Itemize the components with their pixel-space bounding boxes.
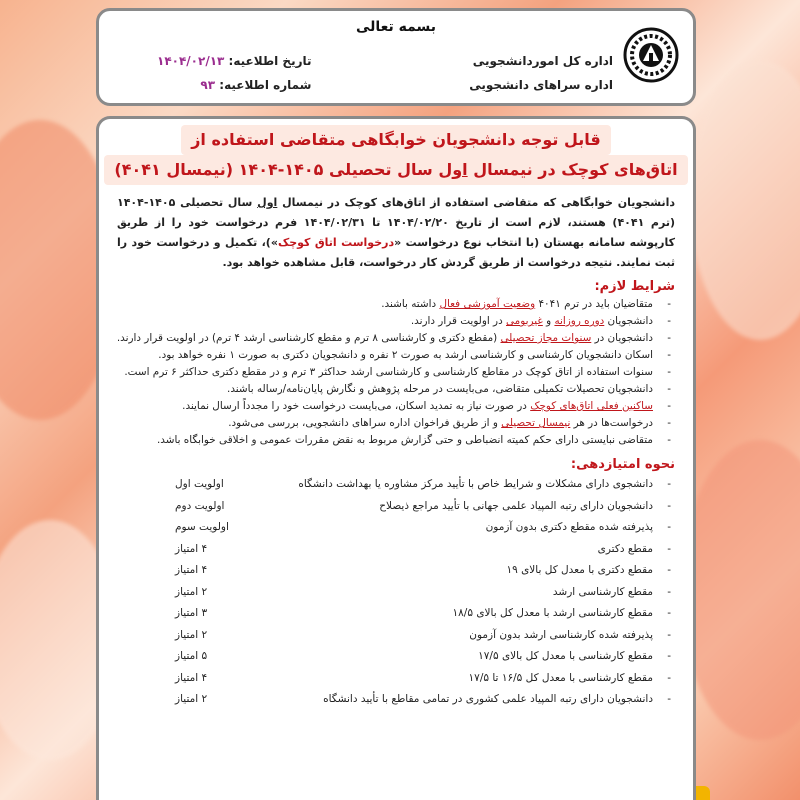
scoring-criterion: - مقطع کارشناسی با معدل کل بالای ۱۷/۵ <box>478 650 653 662</box>
announcement-title <box>99 125 693 185</box>
requirement-highlight: ساکنین فعلی اتاق‌های کوچک <box>530 400 653 412</box>
requirement-highlight: غیربومی <box>506 315 543 327</box>
scoring-criterion: - مقطع دکتری <box>597 542 653 555</box>
requirement-text: دانشجویان در <box>591 332 653 344</box>
scoring-row <box>117 668 675 690</box>
scoring-row <box>117 625 675 647</box>
requirement-text: در صورت نیاز به تمدید اسکان، می‌بایست درخواست خود را مجدداً ارسال نمایند. <box>182 400 531 412</box>
requirement-text: در اولویت قرار دارند. <box>410 315 507 327</box>
requirement-item <box>117 432 675 449</box>
scoring-row <box>117 539 675 561</box>
requirement-highlight: وضعیت آموزشی فعال <box>439 298 536 310</box>
background-swirl <box>680 440 800 740</box>
background-swirl <box>690 60 800 340</box>
date-label: تاریخ اطلاعیه: <box>228 54 312 68</box>
org-line-1: اداره کل اموردانشجویی <box>472 54 613 68</box>
requirement-item <box>117 381 675 398</box>
intro-paragraph <box>99 185 693 273</box>
intro-text-bold: اول <box>257 196 278 209</box>
title-line-2b: اول <box>438 160 468 179</box>
title-line-1: قابل توجه دانشجویان خوابگاهی متقاضی استفاده از <box>181 125 611 155</box>
scoring-points: اولویت اول <box>175 478 224 490</box>
announcement-header <box>96 8 696 106</box>
requirement-text: (مقطع دکتری و کارشناسی ۸ ترم و مقطع کارشناسی ارشد ۴ ترم) در اولویت قرار دارند. <box>116 332 501 344</box>
requirements-heading: شرایط لازم: <box>594 279 675 294</box>
scoring-points: ۴ امتیاز <box>175 564 208 576</box>
requirement-highlight: نیمسال تحصیلی <box>501 417 571 429</box>
date-value: ۱۴۰۴/۰۲/۱۳ <box>157 54 225 68</box>
scoring-criterion: - دانشجوی دارای مشکلات و شرایط خاص با تأیید مرکز مشاوره یا بهداشت دانشگاه <box>298 478 653 490</box>
scoring-row <box>117 646 675 668</box>
scoring-row <box>117 496 675 518</box>
requirement-item <box>117 330 675 347</box>
requirements-list <box>99 296 693 449</box>
scoring-points: اولویت دوم <box>175 499 225 512</box>
scoring-criterion: - مقطع کارشناسی ارشد <box>552 585 653 598</box>
scoring-row <box>117 689 675 711</box>
scoring-criterion: - مقطع کارشناسی ارشد با معدل کل بالای ۱۸/۵ <box>452 607 653 619</box>
announcement-number <box>157 73 312 97</box>
title-line-2a: اتاق‌های کوچک در نیمسال <box>473 160 678 179</box>
requirement-item <box>117 296 675 313</box>
scoring-points: ۴ امتیاز <box>175 542 208 555</box>
scoring-row <box>117 517 675 539</box>
scoring-points: ۳ امتیاز <box>175 607 208 619</box>
requirement-item <box>117 313 675 330</box>
requirement-highlight: دوره روزانه <box>554 315 605 327</box>
announcement-date <box>157 49 312 73</box>
announcement-meta <box>157 49 312 97</box>
scoring-points: ۴ امتیاز <box>175 671 208 684</box>
announcement-body <box>96 116 696 800</box>
scoring-row <box>117 603 675 625</box>
scoring-points: ۲ امتیاز <box>175 693 208 705</box>
requirement-text: داشته باشند. <box>381 298 440 310</box>
requirement-text: دانشجویان <box>604 315 653 327</box>
scoring-criterion: - مقطع دکتری با معدل کل بالای ۱۹ <box>506 564 653 576</box>
scoring-row <box>117 582 675 604</box>
title-line-2 <box>104 155 687 185</box>
intro-text-red: درخواست اتاق کوچک <box>277 236 395 249</box>
requirement-item <box>117 415 675 432</box>
requirement-text: اسکان دانشجویان کارشناسی و کارشناسی ارشد به صورت ۲ نفره و دانشجویان دکتری به صورت ۱ نفره خواهد بود. <box>158 349 653 361</box>
requirement-item <box>117 364 675 381</box>
requirement-text: دانشجویان تحصیلات تکمیلی متقاضی، می‌بایست در مرحله پژوهش و نگارش پایان‌نامه/رساله باشند. <box>227 383 653 395</box>
sharif-university-logo-icon <box>623 27 679 83</box>
org-line-2: اداره سراهای دانشجویی <box>469 78 613 92</box>
scoring-criterion: - پذیرفته شده مقطع دکتری بدون آزمون <box>485 521 653 533</box>
intro-text-3: »)، تکمیل و درخواست خود را ثبت نمایند. نتیجه درخواست از طریق گردش کار درخواست، قابل مشاهده خواهد بود. <box>117 236 675 269</box>
scoring-criterion: - مقطع کارشناسی با معدل کل ۱۶/۵ تا ۱۷/۵ <box>468 671 653 684</box>
scoring-row <box>117 474 675 496</box>
scoring-heading: نحوه امتیازدهی: <box>570 457 675 472</box>
scoring-points: ۵ امتیاز <box>175 650 208 662</box>
scoring-row <box>117 560 675 582</box>
scoring-criterion: - پذیرفته شده کارشناسی ارشد بدون آزمون <box>469 628 653 641</box>
title-line-2c: سال تحصیلی ۱۴۰۵-۱۴۰۴ (نیمسال ۴۰۴۱) <box>114 160 433 179</box>
intro-text-2: سال تحصیلی ۱۴۰۵-۱۴۰۴ (ترم ۴۰۴۱) هستند، لازم است از تاریخ ۱۴۰۴/۰۲/۲۰ تا ۱۴۰۴/۰۲/۳۱ فرم درخواست خود را از طریق کارپوشه سامانه بهستان (با انتخاب نوع درخواست « <box>117 196 675 249</box>
scoring-table <box>99 474 693 711</box>
requirement-item <box>117 398 675 415</box>
scoring-criterion: - دانشجویان دارای رتبه المپیاد علمی جهانی با تأیید مراجع ذیصلاح <box>379 499 653 512</box>
scoring-points: ۲ امتیاز <box>175 585 208 598</box>
scoring-points: ۲ امتیاز <box>175 628 208 641</box>
requirement-item <box>117 347 675 364</box>
bismillah: بسمه تعالی <box>355 19 437 35</box>
number-label: شماره اطلاعیه: <box>219 78 312 92</box>
scoring-criterion: - دانشجویان دارای رتبه المپیاد علمی کشوری در تمامی مقاطع با تأیید دانشگاه <box>323 693 653 705</box>
requirement-highlight: سنوات مجاز تحصیلی <box>500 332 592 344</box>
requirement-text: متقاضیان باید در ترم ۴۰۴۱ <box>535 298 653 310</box>
organization-names <box>469 49 613 97</box>
requirement-text: متقاضی نبایستی دارای حکم کمیته انضباطی و حتی گزارش مربوط به نقض مقررات عمومی و اخلاقی خوابگاه باشد. <box>156 434 653 446</box>
requirement-text: سنوات استفاده از اتاق کوچک در مقاطع کارشناسی و کارشناسی ارشد حداکثر ۳ ترم و در مقطع دکتری حداکثر ۶ ترم است. <box>124 366 653 378</box>
requirement-text: و از طریق فراخوان اداره سراهای دانشجویی، بررسی می‌شود. <box>228 417 502 429</box>
scoring-points: اولویت سوم <box>175 521 229 533</box>
requirement-text: و <box>542 315 555 327</box>
number-value: ۹۳ <box>200 78 216 92</box>
requirement-text: درخواست‌ها در هر <box>570 417 653 429</box>
intro-text-1: دانشجویان خوابگاهی که متقاضی استفاده از اتاق‌های کوچک در نیمسال <box>282 196 675 209</box>
